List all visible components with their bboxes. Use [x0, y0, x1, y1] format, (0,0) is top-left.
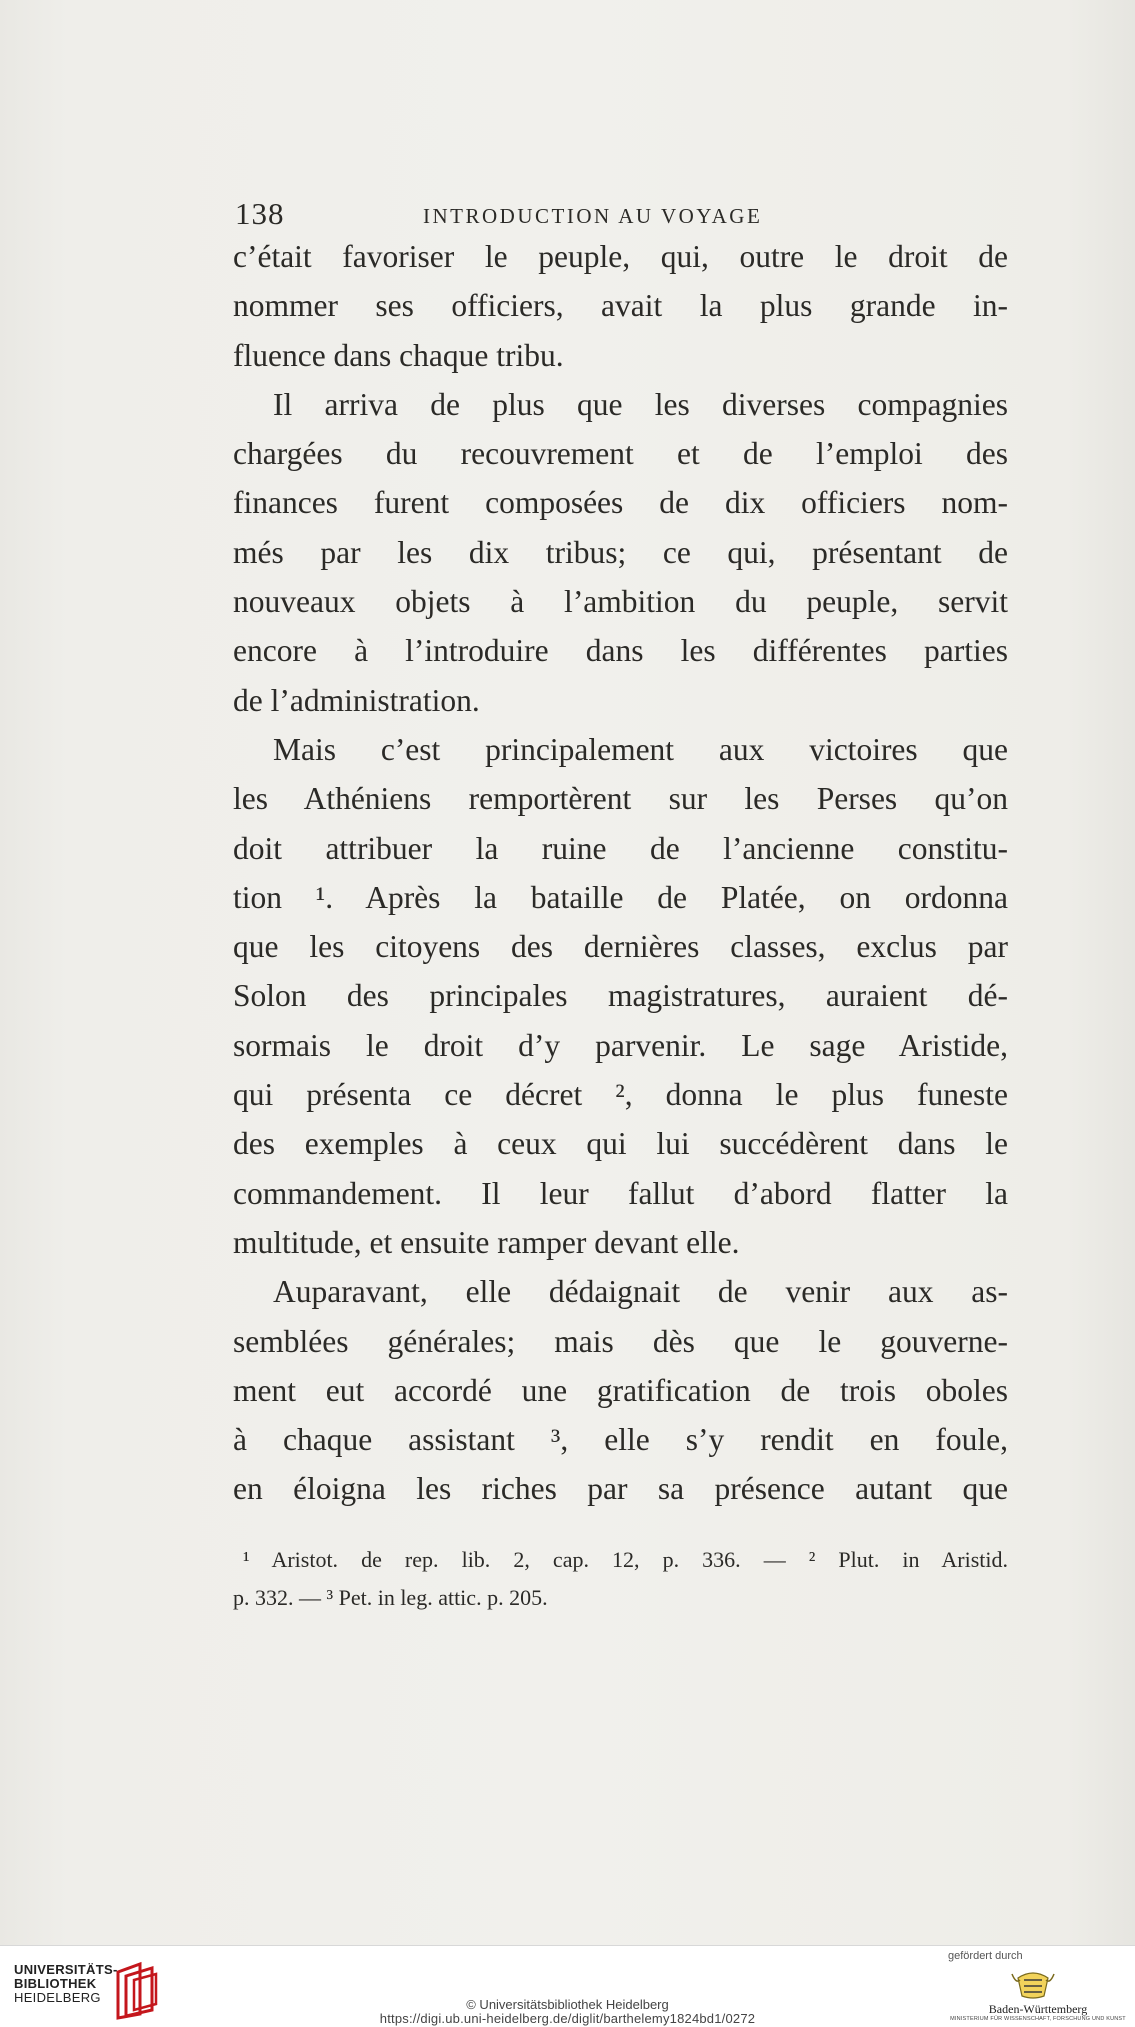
text-line: les Athéniens remportèrent sur les Perses qu’on — [233, 781, 1008, 817]
library-name-line: BIBLIOTHEK — [14, 1976, 97, 1991]
sponsor-label: gefördert durch — [948, 1950, 1023, 1962]
text-line: finances furent composées de dix officiers nom- — [233, 485, 1008, 521]
library-name-line: HEIDELBERG — [14, 1990, 101, 2005]
text-line: doit attribuer la ruine de l’ancienne constitu- — [233, 830, 1008, 866]
permalink-url[interactable]: https://digi.ub.uni-heidelberg.de/diglit/barthelemy1824bd1/0272 — [379, 2011, 756, 2026]
text-line: nommer ses officiers, avait la plus grande in- — [233, 288, 1008, 324]
text-line: de l’administration. — [233, 682, 480, 718]
page-header — [233, 196, 1008, 236]
text-line: à chaque assistant ³, elle s’y rendit en foule, — [233, 1422, 1008, 1458]
body-text — [233, 232, 1008, 1514]
text-line: Il arriva de plus que les diverses compagnies — [273, 386, 1008, 422]
text-line: des exemples à ceux qui lui succédèrent dans le — [233, 1126, 1008, 1162]
footnote-line: ¹ Aristot. de rep. lib. 2, cap. 12, p. 336. — ² Plut. in Aristid. — [243, 1547, 1008, 1572]
text-line: que les citoyens des dernières classes, exclus par — [233, 929, 1008, 965]
sponsor-name: Baden-Württemberg — [988, 2002, 1088, 2016]
text-line: Solon des principales magistratures, auraient dé- — [233, 978, 1008, 1014]
text-line: nouveaux objets à l’ambition du peuple, servit — [233, 584, 1008, 620]
text-line: c’était favoriser le peuple, qui, outre le droit de — [233, 239, 1008, 274]
text-line: commandement. Il leur fallut d’abord flatter la — [233, 1175, 1008, 1211]
state-crest-icon — [1010, 1968, 1056, 2000]
viewer-footer — [0, 1945, 1135, 2027]
library-name-line: UNIVERSITÄTS- — [14, 1962, 118, 1977]
text-line: més par les dix tribus; ce qui, présentant de — [233, 534, 1008, 570]
text-line: multitude, et ensuite ramper devant elle. — [233, 1224, 740, 1260]
text-line: en éloigna les riches par sa présence autant que — [233, 1471, 1008, 1507]
text-line: chargées du recouvrement et de l’emploi des — [233, 436, 1008, 472]
page-number: 138 — [235, 196, 285, 231]
copyright-notice: © Universitätsbibliothek Heidelberg — [466, 1997, 669, 2012]
text-line: encore à l’introduire dans les différentes parties — [233, 633, 1008, 669]
text-line: ment eut accordé une gratification de trois oboles — [233, 1372, 1008, 1408]
text-line: Auparavant, elle dédaignait de venir aux as- — [273, 1274, 1008, 1310]
sponsor-ministry: MINISTERIUM FÜR WISSENSCHAFT, FORSCHUNG UND KUNST — [950, 2016, 1126, 2022]
footnotes — [233, 1541, 1008, 1617]
text-line: fluence dans chaque tribu. — [233, 337, 564, 373]
text-line: semblées générales; mais dès que le gouverne- — [233, 1323, 1008, 1359]
footnote-line: p. 332. — ³ Pet. in leg. attic. p. 205. — [233, 1585, 548, 1610]
running-head: INTRODUCTION AU VOYAGE — [423, 204, 763, 228]
text-line: tion ¹. Après la bataille de Platée, on ordonna — [233, 879, 1008, 915]
text-line: qui présenta ce décret ², donna le plus funeste — [233, 1077, 1008, 1113]
text-line: sormais le droit d’y parvenir. Le sage Aristide, — [233, 1027, 1008, 1063]
text-line: Mais c’est principalement aux victoires que — [273, 731, 1008, 767]
